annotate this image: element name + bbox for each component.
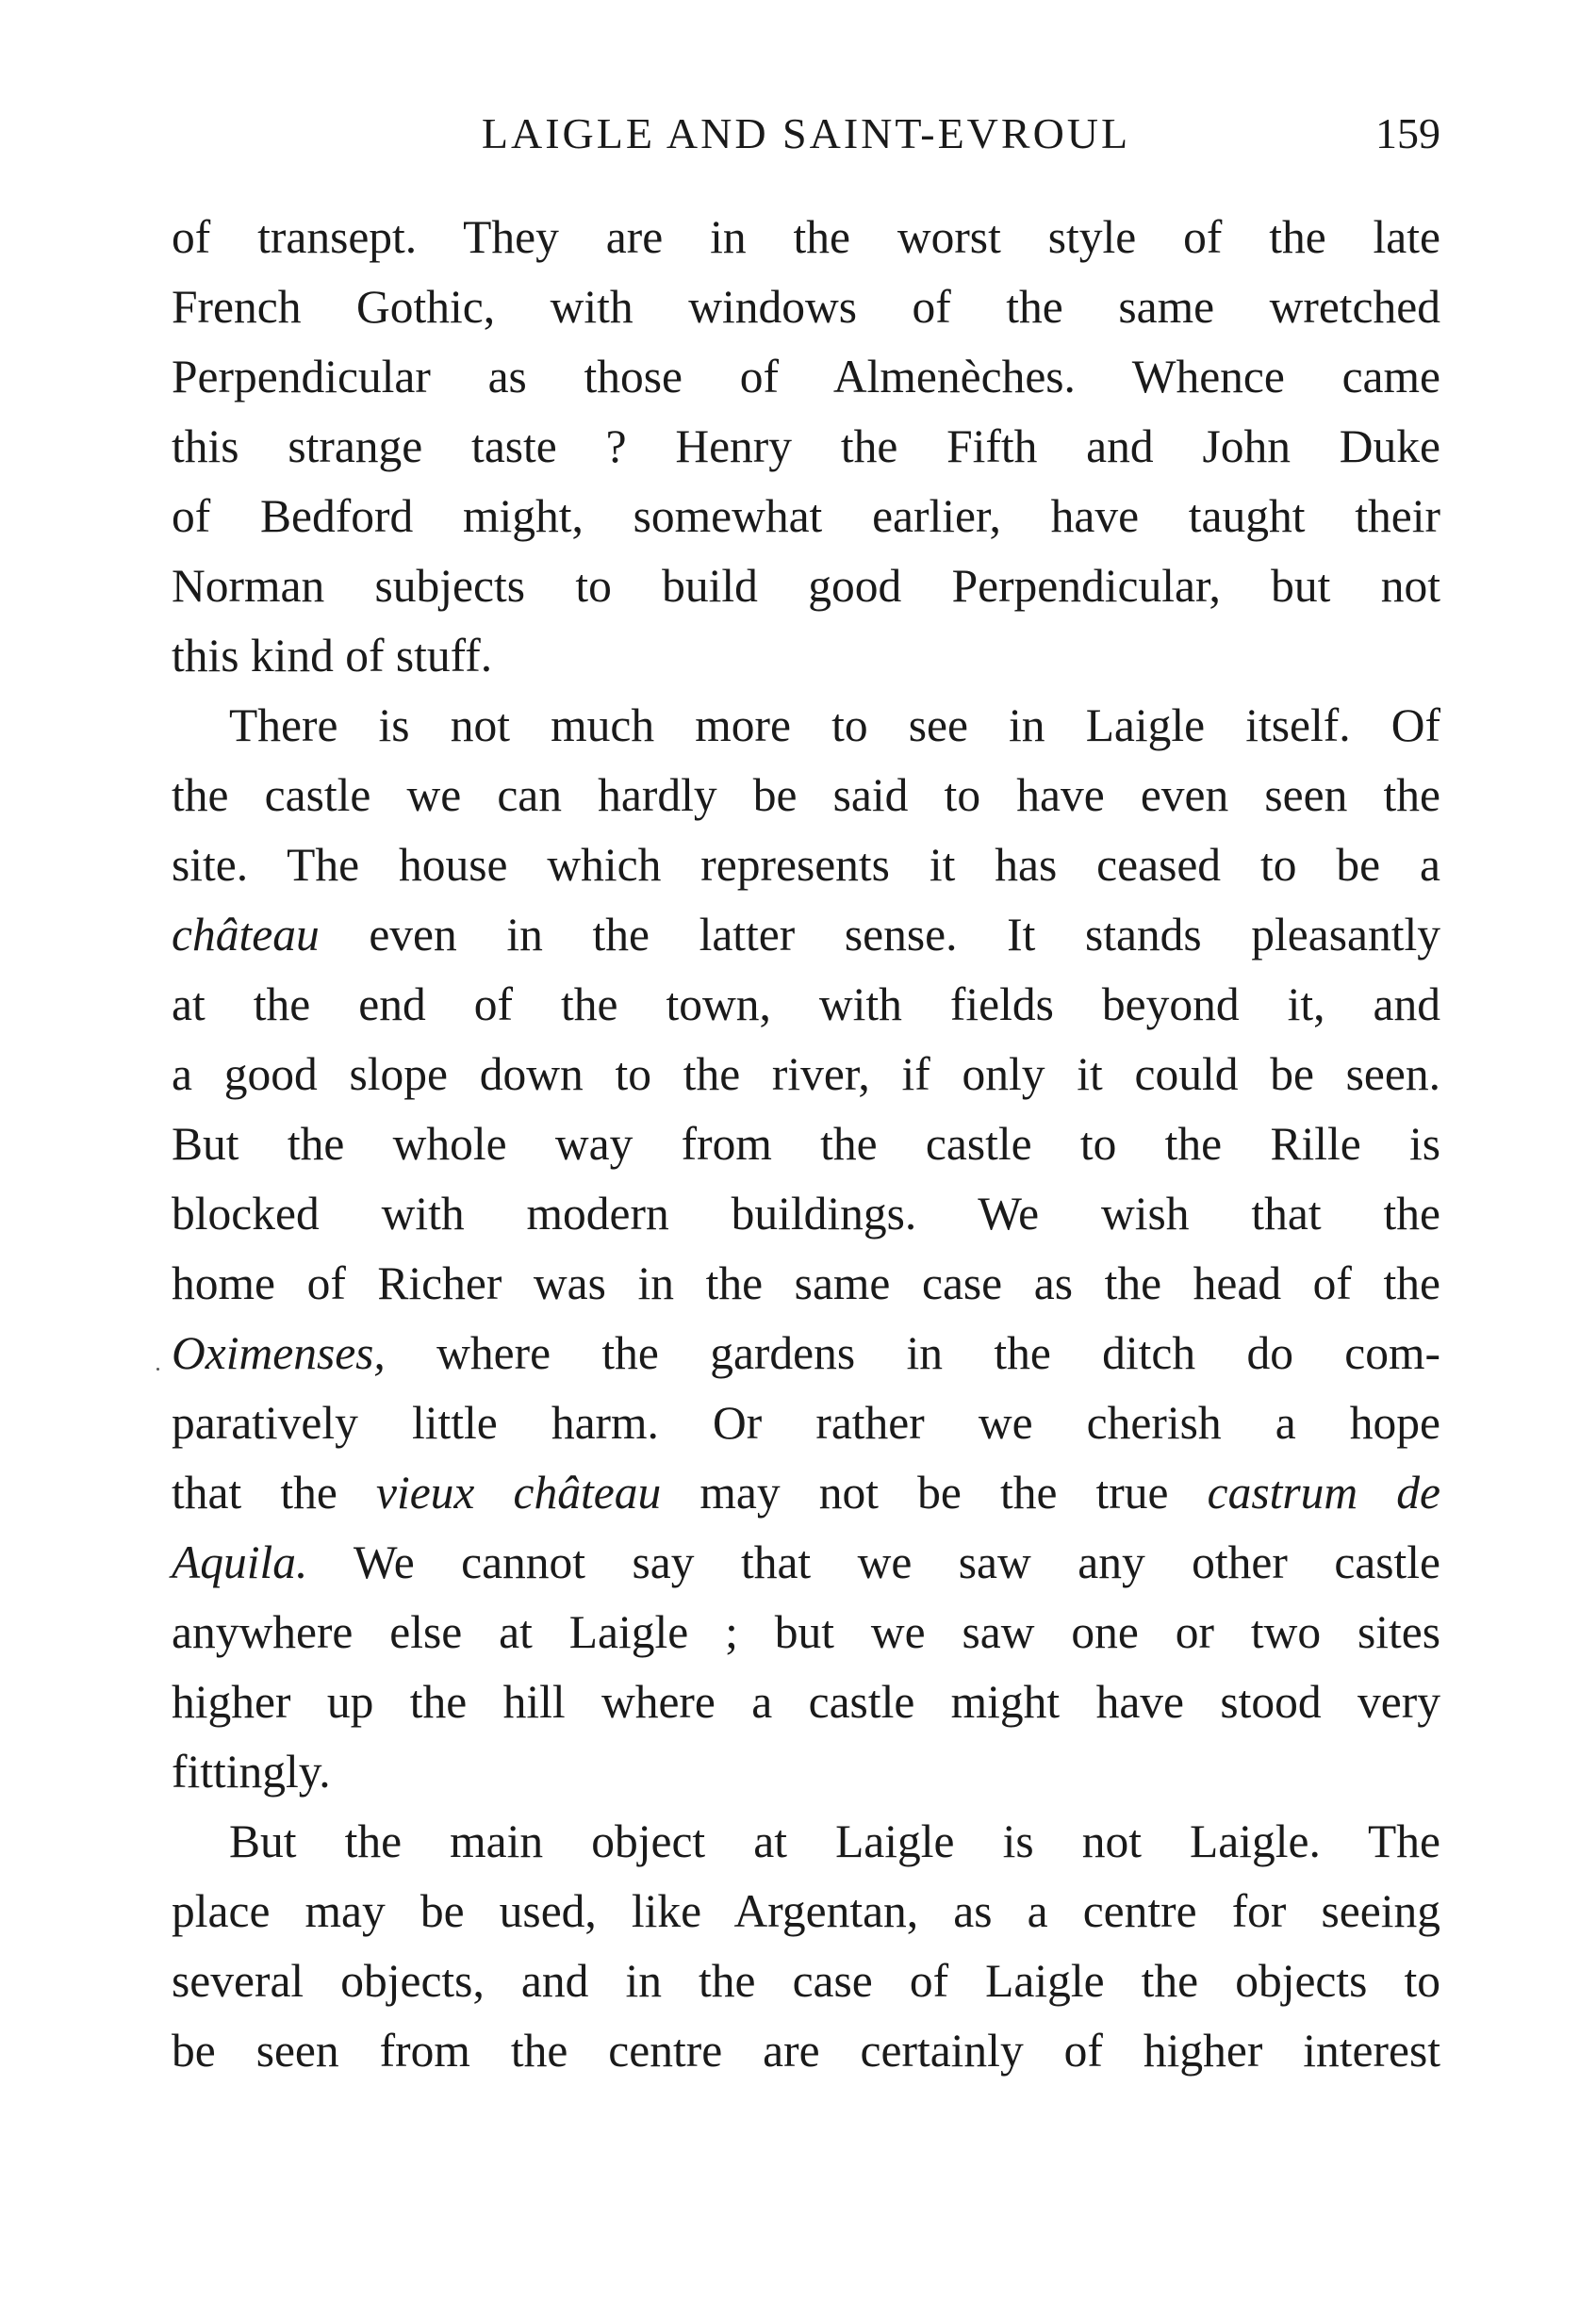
italic-text: Aquila. (172, 1536, 308, 1588)
text-line (172, 1458, 1440, 1528)
text-line: this kind of stuff. (172, 630, 493, 681)
text-line: blocked with modern buildings. We wish that the (172, 1188, 1440, 1240)
text-line (172, 1319, 1440, 1388)
paragraph-1 (172, 203, 1440, 691)
text-line: Norman subjects to build good Perpendicular, but not (172, 560, 1440, 612)
text-line: fittingly. (172, 1746, 331, 1798)
text-line: at the end of the town, with fields beyond it, and (172, 978, 1440, 1030)
italic-text: château (172, 909, 320, 961)
margin-speck (156, 1368, 159, 1371)
text-line: Perpendicular as those of Almenèches. Whence came (172, 351, 1440, 402)
text-line: the castle we can hardly be said to have even seen the (172, 769, 1440, 821)
text-line: this strange taste ? Henry the Fifth and John Duke (172, 420, 1440, 472)
text-line: But the whole way from the castle to the Rille is (172, 1118, 1440, 1170)
running-title: LAIGLE AND SAINT-EVROUL (481, 109, 1131, 157)
text-segment: may not be the true (661, 1467, 1208, 1519)
running-head (172, 106, 1440, 162)
text-line: There is not much more to see in Laigle itself. Of (229, 699, 1440, 751)
text-line: site. The house which represents it has ceased to be a (172, 839, 1440, 891)
text-line: several objects, and in the case of Laigle the objects to (172, 1955, 1440, 2007)
text-line: place may be used, like Argentan, as a centre for seeing (172, 1885, 1440, 1937)
italic-text: castrum de (1207, 1467, 1441, 1519)
text-segment: even in the latter sense. It stands pleasantly (319, 909, 1440, 961)
text-line: home of Richer was in the same case as the head of the (172, 1257, 1440, 1309)
text-line: French Gothic, with windows of the same wretched (172, 281, 1440, 333)
text-line: paratively little harm. Or rather we cherish a hope (172, 1397, 1440, 1449)
text-segment: We cannot say that we saw any other castle (307, 1536, 1440, 1588)
text-segment: where the gardens in the ditch do com- (385, 1327, 1440, 1379)
text-line: of transept. They are in the worst style of the late (172, 211, 1440, 263)
body-text (172, 203, 1440, 2086)
text-line: be seen from the centre are certainly of higher interest (172, 2025, 1440, 2077)
text-segment: that the (172, 1467, 376, 1519)
italic-text: Oximenses, (172, 1327, 386, 1379)
text-line: of Bedford might, somewhat earlier, have taught their (172, 490, 1440, 542)
paragraph-3 (172, 1807, 1440, 2086)
italic-text: vieux château (375, 1467, 662, 1519)
paragraph-2 (172, 691, 1440, 1807)
text-line (172, 1528, 1440, 1598)
text-line: a good slope down to the river, if only it could be seen. (172, 1048, 1440, 1100)
text-line: anywhere else at Laigle ; but we saw one or two sites (172, 1606, 1440, 1658)
page-number: 159 (1375, 109, 1440, 157)
text-line: higher up the hill where a castle might have stood very (172, 1676, 1440, 1728)
text-line: But the main object at Laigle is not Laigle. The (229, 1815, 1440, 1867)
text-line (172, 900, 1440, 970)
